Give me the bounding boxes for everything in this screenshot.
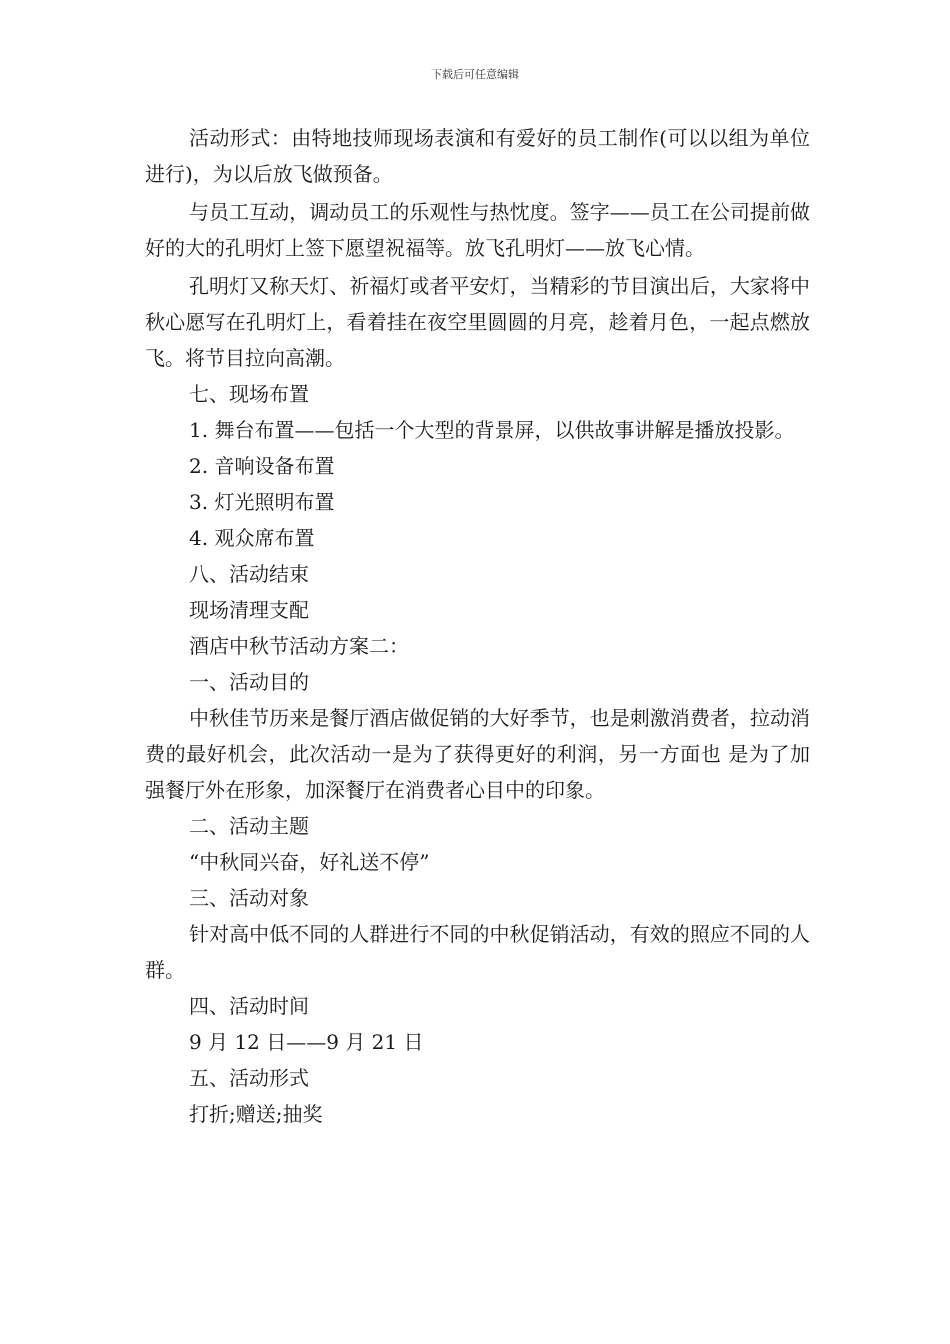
list-item-stage: 1. 舞台布置——包括一个大型的背景屏，以供故事讲解是播放投影。 <box>189 418 795 442</box>
heading-target: 三、活动对象 <box>189 886 309 910</box>
paragraph-activity-form: 活动形式：由特地技师现场表演和有爱好的员工制作(可以以组为单位进行)，为以后放飞做预备。 <box>145 126 810 186</box>
heading-form: 五、活动形式 <box>189 1066 309 1090</box>
paragraph-cleanup: 现场清理支配 <box>189 598 309 622</box>
paragraph-time: 9 月 12 日——9 月 21 日 <box>189 1030 424 1054</box>
page-header: 下载后可任意编辑 <box>431 68 519 81</box>
list-item-lighting: 3. 灯光照明布置 <box>189 490 335 514</box>
paragraph-staff-interaction: 与员工互动，调动员工的乐观性与热忱度。签字——员工在公司提前做好的大的孔明灯上签下愿望祝福等。放飞孔明灯——放飞心情。 <box>145 200 810 260</box>
heading-site-layout: 七、现场布置 <box>189 382 309 406</box>
heading-purpose: 一、活动目的 <box>189 670 309 694</box>
paragraph-purpose: 中秋佳节历来是餐厅酒店做促销的大好季节，也是刺激消费者，拉动消费的最好机会，此次活动一是为了获得更好的利润，另一方面也 是为了加强餐厅外在形象，加深餐厅在消费者心目中的印象。 <box>145 706 810 802</box>
heading-plan-two: 酒店中秋节活动方案二： <box>189 634 409 658</box>
paragraph-target: 针对高中低不同的人群进行不同的中秋促销活动，有效的照应不同的人群。 <box>145 922 810 982</box>
heading-theme: 二、活动主题 <box>189 814 309 838</box>
list-item-seating: 4. 观众席布置 <box>189 526 315 550</box>
heading-activity-end: 八、活动结束 <box>189 562 309 586</box>
paragraph-form: 打折;赠送;抽奖 <box>189 1102 323 1126</box>
list-item-audio: 2. 音响设备布置 <box>189 454 335 478</box>
document-body <box>145 120 810 1132</box>
heading-time: 四、活动时间 <box>189 994 309 1018</box>
paragraph-sky-lantern: 孔明灯又称天灯、祈福灯或者平安灯，当精彩的节目演出后，大家将中秋心愿写在孔明灯上，看着挂在夜空里圆圆的月亮，趁着月色，一起点燃放飞。将节目拉向高潮。 <box>145 274 810 370</box>
paragraph-theme: “中秋同兴奋，好礼送不停” <box>189 850 430 874</box>
